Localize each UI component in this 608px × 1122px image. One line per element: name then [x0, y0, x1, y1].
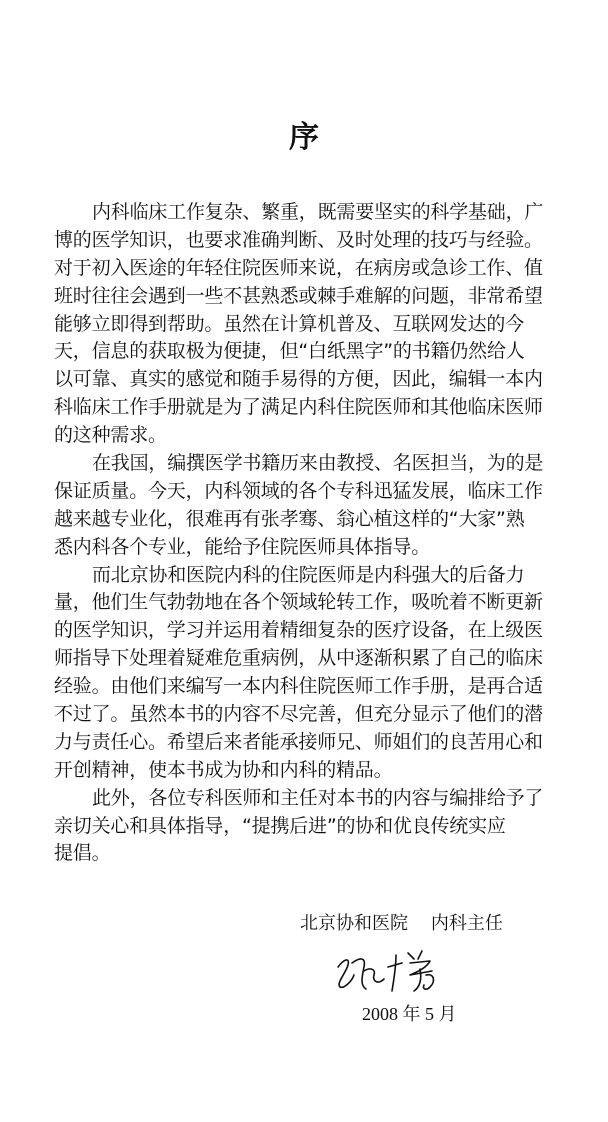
- text-line: 量，他们生气勃勃地在各个领域轮转工作，吸吮着不断更新: [54, 591, 543, 614]
- text-line: 天，信息的获取极为便捷，但“白纸黑字”的书籍仍然给人: [54, 340, 525, 363]
- text-line: 保证质量。今天，内科领域的各个专科迅猛发展，临床工作: [54, 479, 543, 502]
- text-line: 师指导下处理着疑难危重病例，从中逐渐积累了自己的临床: [54, 647, 543, 670]
- text-line: 力与责任心。希望后来者能承接师兄、师姐们的良苦用心和: [54, 730, 543, 753]
- text-line: 亲切关心和具体指导，“提携后进”的协和优良传统实应: [54, 814, 506, 837]
- text-line: 的这种需求。: [54, 424, 167, 447]
- text-line: 能够立即得到帮助。虽然在计算机普及、互联网发达的今: [54, 312, 525, 335]
- text-line: 开创精神，使本书成为协和内科的精品。: [54, 758, 393, 781]
- text-line: 班时往往会遇到一些不甚熟悉或棘手难解的问题，非常希望: [54, 284, 543, 307]
- text-line: 此外，各位专科医师和主任对本书的内容与编排给予了: [92, 786, 544, 809]
- preface-body: [54, 199, 554, 868]
- text-line: 的医学知识，学习并运用着精细复杂的医疗设备，在上级医: [54, 619, 543, 642]
- text-line: 以可靠、真实的感觉和随手易得的方便，因此，编辑一本内: [54, 368, 543, 391]
- date: 2008 年 5 月: [362, 1004, 457, 1024]
- text-line: 内科临床工作复杂、繁重，既需要坚实的科学基础，广: [92, 201, 544, 223]
- text-line: 博的医学知识，也要求准确判断、及时处理的技巧与经验。: [54, 228, 543, 251]
- text-line: 提倡。: [54, 842, 111, 865]
- signature-affiliation: 北京协和医院 内科主任: [300, 913, 503, 934]
- text-line: 悉内科各个专业，能给予住院医师具体指导。: [54, 535, 431, 558]
- text-line: 科临床工作手册就是为了满足内科住院医师和其他临床医师: [54, 396, 543, 419]
- text-line: 越来越专业化，很难再有张孝骞、翁心植这样的“大家”熟: [54, 507, 525, 530]
- page-title: 序: [289, 120, 319, 155]
- handwritten-signature-icon: [330, 945, 470, 995]
- text-line: 不过了。虽然本书的内容不尽完善，但充分显示了他们的潜: [54, 703, 543, 726]
- text-line: 而北京协和医院内科的住院医师是内科强大的后备力: [92, 563, 525, 586]
- text-line: 在我国，编撰医学书籍历来由教授、名医担当，为的是: [92, 452, 544, 475]
- text-line: 经验。由他们来编写一本内科住院医师工作手册，是再合适: [54, 675, 543, 698]
- text-line: 对于初入医途的年轻住院医师来说，在病房或急诊工作、值: [54, 256, 543, 279]
